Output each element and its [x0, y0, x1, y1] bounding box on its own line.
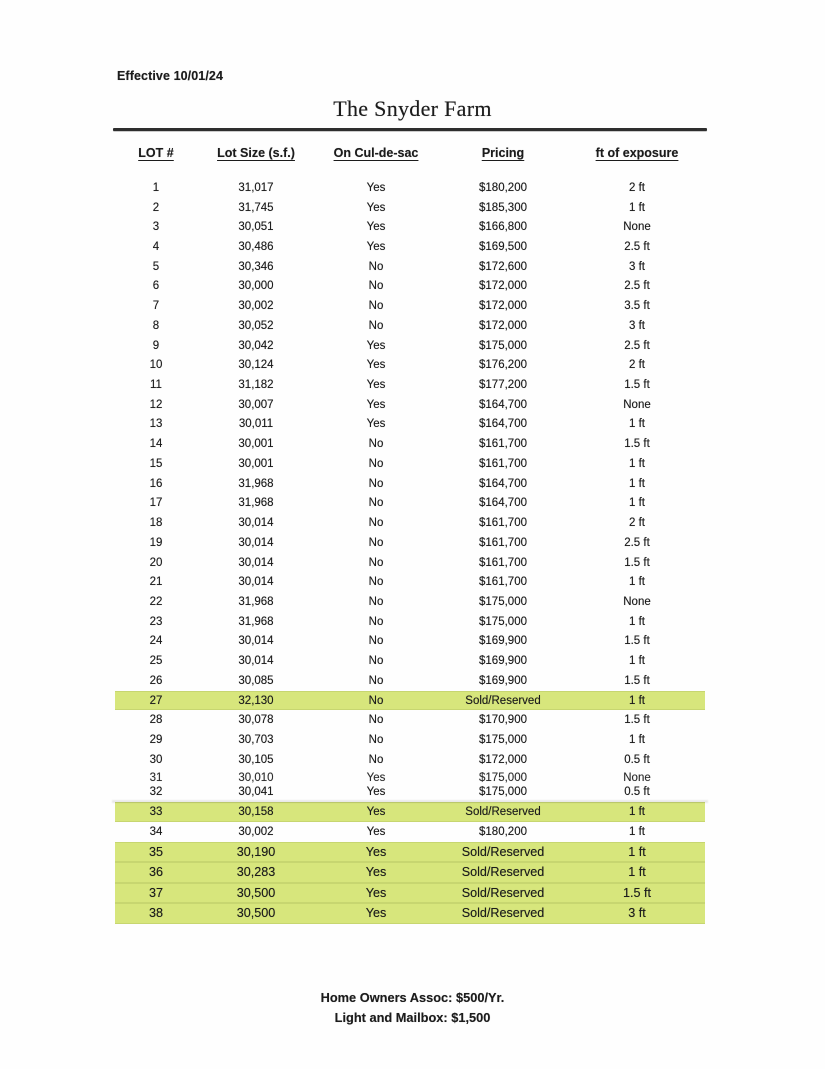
table-row	[115, 612, 705, 632]
cell-lot: 13	[149, 418, 163, 431]
cell-exposure: 2.5 ft	[624, 280, 650, 293]
cell-exposure: 1 ft	[629, 806, 645, 819]
cell-exposure: 1.5 ft	[624, 438, 650, 451]
table-row	[115, 395, 705, 415]
table-row	[115, 237, 705, 257]
cell-exposure: 1.5 ft	[624, 379, 650, 392]
page-title: The Snyder Farm	[333, 96, 492, 121]
cell-cul: No	[368, 477, 384, 490]
cell-lot: 35	[148, 844, 163, 859]
cell-exposure: 1 ft	[629, 418, 645, 431]
cell-cul: Yes	[366, 398, 386, 411]
cell-exposure: 1 ft	[629, 201, 645, 214]
cell-size: 30,500	[236, 906, 276, 921]
scan-seam-artifact	[112, 800, 708, 803]
table-body	[115, 178, 705, 924]
cell-exposure: 3 ft	[629, 319, 645, 332]
cell-cul: Yes	[366, 379, 386, 392]
cell-size: 30,014	[238, 556, 274, 569]
cell-cul: No	[368, 319, 384, 332]
cell-cul: Yes	[366, 201, 386, 214]
cell-exposure: 1.5 ft	[624, 556, 650, 569]
table-row	[115, 822, 705, 842]
cell-lot: 22	[149, 595, 163, 608]
table-row	[115, 415, 705, 435]
cell-cul: Yes	[366, 825, 386, 838]
table-row	[115, 494, 705, 514]
table-header-row	[115, 146, 705, 178]
cell-size: 31,968	[238, 595, 274, 608]
cell-lot: 15	[149, 457, 163, 470]
cell-lot: 14	[149, 438, 163, 451]
cell-exposure: 2.5 ft	[624, 536, 650, 549]
table-row	[115, 671, 705, 691]
cell-lot: 34	[149, 825, 163, 838]
cell-size: 30,007	[238, 398, 274, 411]
cell-lot: 8	[152, 319, 160, 332]
cell-price: $164,700	[479, 418, 527, 431]
cell-cul: No	[368, 536, 384, 549]
table-row	[115, 474, 705, 494]
cell-size: 31,968	[238, 497, 274, 510]
cell-lot: 2	[152, 201, 160, 214]
cell-price: $175,000	[479, 786, 527, 799]
cell-exposure: None	[623, 595, 651, 608]
cell-exposure: 1 ft	[629, 497, 645, 510]
cell-size: 30,051	[238, 221, 274, 234]
table-row	[115, 691, 705, 711]
cell-cul: Yes	[365, 885, 387, 900]
cell-lot: 24	[149, 635, 163, 648]
cell-lot: 1	[152, 181, 160, 194]
cell-cul: Yes	[366, 771, 386, 783]
cell-exposure: 1.5 ft	[624, 674, 650, 687]
cell-lot: 23	[149, 615, 163, 628]
table-row	[115, 454, 705, 474]
cell-lot: 16	[149, 477, 163, 490]
table-row	[115, 883, 705, 904]
cell-lot: 3	[152, 221, 160, 234]
table-row	[115, 257, 705, 277]
cell-size: 30,105	[238, 753, 274, 766]
cell-price: $175,000	[479, 615, 527, 628]
cell-exposure: None	[623, 771, 651, 783]
cell-exposure: 3 ft	[628, 906, 646, 921]
cell-lot: 9	[152, 339, 160, 352]
title-divider	[113, 128, 707, 131]
cell-size: 31,968	[238, 615, 274, 628]
table-row	[115, 198, 705, 218]
light-mailbox-note: Light and Mailbox: $1,500	[334, 1009, 491, 1025]
cell-cul: No	[368, 694, 384, 707]
cell-lot: 25	[149, 655, 163, 668]
cell-lot: 33	[149, 806, 163, 819]
table-row	[115, 903, 705, 924]
cell-cul: Yes	[365, 906, 387, 921]
cell-price: $164,700	[479, 398, 527, 411]
cell-cul: No	[368, 576, 384, 589]
cell-cul: No	[368, 300, 384, 313]
cell-lot: 10	[149, 359, 163, 372]
cell-size: 31,182	[238, 379, 274, 392]
table-row	[115, 651, 705, 671]
cell-price: $169,900	[479, 635, 527, 648]
cell-size: 32,130	[238, 694, 274, 707]
cell-size: 30,124	[238, 359, 274, 372]
cell-cul: Yes	[365, 865, 387, 880]
cell-exposure: 2 ft	[629, 359, 645, 372]
cell-lot: 28	[149, 714, 163, 727]
cell-size: 30,041	[238, 786, 274, 799]
cell-lot: 27	[149, 694, 163, 707]
column-header-pricing: Pricing	[481, 146, 525, 160]
cell-price: Sold/Reserved	[461, 844, 545, 859]
table-row	[115, 710, 705, 730]
cell-price: $164,700	[479, 497, 527, 510]
table-row	[115, 730, 705, 750]
cell-price: $175,000	[479, 771, 527, 783]
cell-exposure: 1 ft	[628, 844, 646, 859]
cell-price: Sold/Reserved	[465, 806, 541, 819]
column-header-size: Lot Size (s.f.)	[217, 146, 295, 160]
cell-cul: No	[368, 595, 384, 608]
table-row	[115, 572, 705, 592]
cell-size: 30,346	[238, 260, 274, 273]
cell-cul: No	[368, 517, 384, 530]
cell-exposure: 0.5 ft	[624, 753, 650, 766]
table-row	[115, 553, 705, 573]
cell-size: 31,968	[238, 477, 274, 490]
cell-cul: No	[368, 497, 384, 510]
cell-exposure: 2 ft	[629, 181, 645, 194]
cell-size: 30,014	[238, 635, 274, 648]
cell-cul: No	[368, 674, 384, 687]
column-header-lot: LOT #	[138, 146, 174, 160]
cell-size: 30,190	[236, 844, 276, 859]
cell-cul: Yes	[366, 806, 386, 819]
cell-exposure: 1 ft	[629, 576, 645, 589]
column-header-exposure: ft of exposure	[595, 146, 679, 160]
cell-size: 30,283	[236, 865, 276, 880]
cell-lot: 29	[149, 733, 163, 746]
cell-lot: 12	[149, 398, 163, 411]
cell-exposure: 1 ft	[629, 655, 645, 668]
cell-lot: 30	[149, 753, 163, 766]
cell-price: $175,000	[479, 339, 527, 352]
cell-cul: Yes	[366, 786, 386, 799]
cell-size: 30,042	[238, 339, 274, 352]
cell-cul: No	[368, 556, 384, 569]
cell-exposure: 1 ft	[629, 825, 645, 838]
table-row	[115, 842, 705, 863]
cell-price: Sold/Reserved	[461, 906, 545, 921]
cell-exposure: 3.5 ft	[624, 300, 650, 313]
cell-price: $169,900	[479, 674, 527, 687]
cell-lot: 21	[149, 576, 163, 589]
cell-size: 30,052	[238, 319, 274, 332]
hoa-note: Home Owners Assoc: $500/Yr.	[320, 990, 505, 1005]
cell-price: $161,700	[479, 438, 527, 451]
cell-lot: 31	[149, 771, 163, 783]
cell-lot: 32	[149, 786, 163, 799]
cell-lot: 19	[149, 536, 163, 549]
cell-cul: Yes	[366, 418, 386, 431]
cell-exposure: None	[623, 221, 651, 234]
cell-lot: 11	[150, 379, 162, 392]
cell-size: 30,014	[238, 517, 274, 530]
cell-size: 30,014	[238, 536, 274, 549]
cell-price: $169,500	[479, 241, 527, 254]
cell-size: 30,002	[238, 300, 274, 313]
cell-size: 30,085	[238, 674, 274, 687]
cell-price: $169,900	[479, 655, 527, 668]
cell-cul: No	[368, 733, 384, 746]
cell-cul: No	[368, 655, 384, 668]
table-row	[115, 217, 705, 237]
cell-price: $172,000	[479, 753, 527, 766]
cell-price: $172,000	[479, 319, 527, 332]
cell-price: $175,000	[479, 595, 527, 608]
cell-price: $185,300	[479, 201, 527, 214]
lots-table	[115, 146, 705, 924]
cell-size: 30,011	[238, 418, 274, 431]
cell-cul: No	[368, 457, 384, 470]
cell-exposure: 2.5 ft	[624, 339, 650, 352]
cell-price: $176,200	[479, 359, 527, 372]
cell-price: $161,700	[479, 576, 527, 589]
cell-exposure: 1 ft	[628, 865, 646, 880]
cell-exposure: 2.5 ft	[624, 241, 650, 254]
cell-lot: 37	[148, 885, 163, 900]
cell-exposure: 1.5 ft	[622, 885, 651, 900]
cell-price: $172,000	[479, 300, 527, 313]
table-row	[115, 277, 705, 297]
cell-size: 30,001	[238, 438, 274, 451]
cell-exposure: 1.5 ft	[624, 714, 650, 727]
cell-size: 30,014	[238, 576, 274, 589]
cell-size: 30,000	[238, 280, 274, 293]
cell-price: $180,200	[479, 181, 527, 194]
table-row	[115, 533, 705, 553]
cell-price: Sold/Reserved	[461, 865, 545, 880]
cell-cul: No	[368, 280, 384, 293]
cell-price: $161,700	[479, 457, 527, 470]
cell-cul: Yes	[366, 221, 386, 234]
cell-lot: 6	[152, 280, 160, 293]
cell-price: $172,600	[479, 260, 527, 273]
table-row	[115, 632, 705, 652]
table-row	[115, 802, 705, 822]
table-row	[115, 750, 705, 770]
table-row	[115, 434, 705, 454]
cell-size: 31,745	[238, 201, 274, 214]
cell-price: $161,700	[479, 536, 527, 549]
cell-exposure: 1.5 ft	[624, 635, 650, 648]
cell-cul: No	[368, 753, 384, 766]
column-header-culdesac: On Cul-de-sac	[333, 146, 419, 160]
cell-price: $166,800	[479, 221, 527, 234]
cell-size: 30,078	[238, 714, 274, 727]
cell-size: 30,500	[236, 885, 276, 900]
cell-price: $175,000	[479, 733, 527, 746]
table-row	[115, 296, 705, 316]
cell-lot: 26	[149, 674, 163, 687]
cell-lot: 20	[149, 556, 163, 569]
cell-exposure: 1 ft	[629, 477, 645, 490]
cell-exposure: 1 ft	[629, 457, 645, 470]
cell-price: $172,000	[479, 280, 527, 293]
cell-price: $180,200	[479, 825, 527, 838]
cell-size: 30,703	[238, 733, 274, 746]
cell-size: 30,486	[238, 241, 274, 254]
cell-size: 30,158	[238, 806, 274, 819]
table-row	[115, 336, 705, 356]
cell-price: $170,900	[479, 714, 527, 727]
cell-cul: Yes	[366, 241, 386, 254]
cell-lot: 5	[152, 260, 160, 273]
cell-size: 30,010	[238, 771, 274, 783]
cell-price: Sold/Reserved	[465, 694, 541, 707]
cell-size: 30,002	[238, 825, 274, 838]
cell-price: $177,200	[479, 379, 527, 392]
cell-price: $161,700	[479, 517, 527, 530]
cell-lot: 38	[148, 906, 163, 921]
cell-exposure: 3 ft	[629, 260, 645, 273]
table-row	[115, 592, 705, 612]
cell-price: $164,700	[479, 477, 527, 490]
cell-price: $161,700	[479, 556, 527, 569]
cell-cul: No	[368, 714, 384, 727]
cell-lot: 36	[148, 865, 163, 880]
effective-date: Effective 10/01/24	[117, 69, 224, 83]
cell-cul: Yes	[366, 181, 386, 194]
footer-notes	[0, 988, 825, 1027]
cell-cul: Yes	[366, 339, 386, 352]
cell-size: 31,017	[238, 181, 274, 194]
table-row	[115, 375, 705, 395]
table-row	[115, 355, 705, 375]
cell-exposure: 2 ft	[629, 517, 645, 530]
cell-cul: No	[368, 260, 384, 273]
cell-exposure: 1 ft	[629, 694, 645, 707]
table-row	[115, 178, 705, 198]
cell-lot: 7	[152, 300, 160, 313]
cell-cul: Yes	[365, 844, 387, 859]
cell-exposure: 1 ft	[629, 615, 645, 628]
cell-size: 30,001	[238, 457, 274, 470]
cell-lot: 17	[149, 497, 163, 510]
cell-cul: No	[368, 635, 384, 648]
cell-exposure: 0.5 ft	[624, 786, 650, 799]
cell-exposure: 1 ft	[629, 733, 645, 746]
table-row	[115, 770, 705, 783]
cell-price: Sold/Reserved	[461, 885, 545, 900]
cell-size: 30,014	[238, 655, 274, 668]
cell-lot: 18	[149, 517, 163, 530]
table-row	[115, 862, 705, 883]
cell-exposure: None	[623, 398, 651, 411]
cell-lot: 4	[152, 241, 160, 254]
cell-cul: No	[368, 438, 384, 451]
cell-cul: Yes	[366, 359, 386, 372]
table-row	[115, 513, 705, 533]
cell-cul: No	[368, 615, 384, 628]
table-row	[115, 316, 705, 336]
